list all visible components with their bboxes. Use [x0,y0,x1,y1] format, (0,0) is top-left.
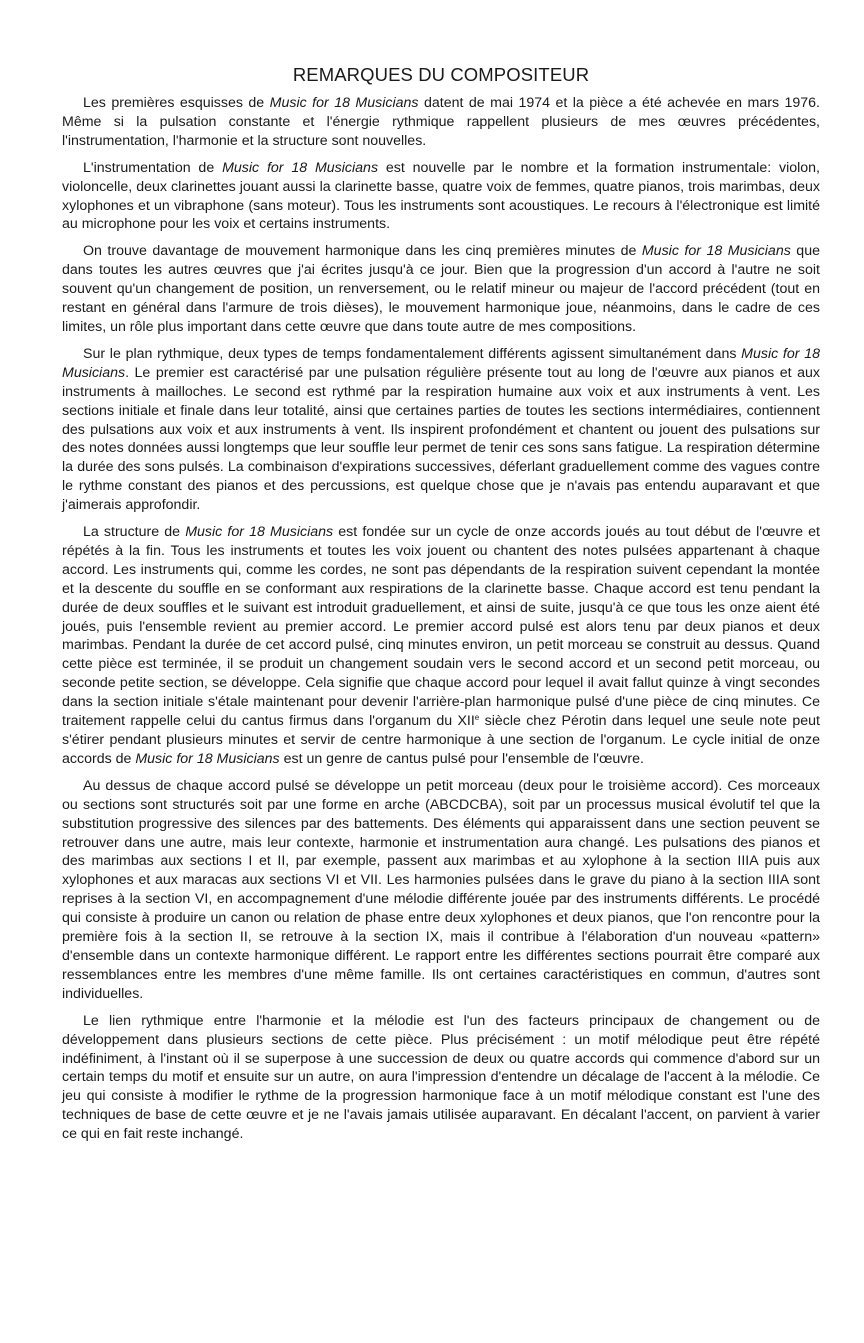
text-span: L'instrumentation de [83,159,223,176]
page-title: REMARQUES DU COMPOSITEUR [292,64,590,85]
paragraph-7: Le lien rythmique entre l'harmonie et la mélodie est l'un des facteurs principaux de changement ou de développement dans plusieurs sections de cette pièce. Plus précisément : un motif mélodique peut être répété indéfiniment, à l'instant où il se superpose à une succession de deux ou quatre accords qui commence d'abord sur un certain temps du motif et ensuite sur un autre, on aura l'impression d'entendre un décalage de l'accent à la mélodie. Ce jeu qui consiste à modifier le rythme de la progression harmonique face à un motif mélodique constant est l'une des techniques de base de cette œuvre et je ne l'avais jamais utilisée auparavant. En décalant l'accent, on parvient à varier ce qui en fait reste inchangé. [62,1012,820,1143]
paragraph-4 [62,345,820,515]
paragraph-3 [62,242,820,337]
paragraph-2 [62,159,820,235]
text-span: La structure de [83,524,186,541]
text-span: . Le premier est caractérisé par une pulsation régulière présente tout au long de l'œuvre aux pianos et aux instruments à mailloches. Le second est rythmé par la respiration humaine aux voix et aux instruments à vent. Les sections initiale et finale dans leur totalité, ainsi que certaines parties de toutes les sections intermédiaires, contiennent des pulsations aux voix et aux instruments à vent. Ils inspirent profondément et chantent ou jouent des pulsations sur des notes données aussi longtemps que leur souffle leur permet de tenir ces sons sans fatigue. La respiration détermine la durée des sons pulsés. La combinaison d'expirations successives, déferlant graduellement comme des vagues contre le rythme constant des pianos et des percussions, est quelque chose que je n'avais pas entendu auparavant et que j'aimerais approfondir. [62,364,820,514]
paragraph-1 [62,94,820,151]
text-span: On trouve davantage de mouvement harmonique dans les cinq premières minutes de [83,243,642,260]
work-title: Music for 18 Musicians [641,243,791,260]
text-span: Les premières esquisses de [83,95,270,111]
paragraph-5 [62,523,820,769]
text-span: que dans toutes les autres œuvres que j'ai écrites jusqu'à ce jour. Bien que la progression d'un accord à l'autre ne soit souvent qu'un changement de position, un renversement, ou le relatif mineur ou majeur de l'accord précédent (tout en restant en général dans l'armure de trois dièses), le mouvement harmonique joue, néanmoins, dans le cadre de ces limites, un rôle plus important dans cette œuvre que dans toute autre de mes compositions. [62,243,820,335]
text-span: est un genre de cantus pulsé pour l'ensemble de l'œuvre. [279,750,644,767]
work-title: Music for 18 Musicians [135,750,280,767]
text-span: siècle chez Pérotin dans lequel une seule note peut s'étirer pendant plusieurs minutes et servir de centre harmonique à une section de l'organum. Le cycle initial de onze accords de [62,713,820,767]
work-title: Music for 18 Musicians [222,159,379,176]
text-span: est nouvelle par le nombre et la formation instrumentale: violon, violoncelle, deux clarinettes jouant aussi la clarinette basse, quatre voix de femmes, quatre pianos, trois marimbas, deux xylophones et un vibraphone (sans moteur). Tous les instruments sont acoustiques. Le recours à l'électronique est limité au microphone pour les voix et certains instruments. [62,159,820,233]
text-span: Sur le plan rythmique, deux types de temps fondamentalement différents agissent simultanément dans [83,345,742,362]
text-span: est fondée sur un cycle de onze accords joués au tout début de l'œuvre et répétés à la fin. Tous les instruments et toutes les voix jouent ou chantent des notes pulsées appartenant à chaque accord. Les instruments qui, comme les cordes, ne sont pas dépendants de la respiration suivent cependant la montée et la descente du souffle en se conformant aux respirations de la clarinette basse. Chaque accord est tenu pendant la durée de deux souffles et le suivant est introduit graduellement, et ainsi de suite, jusqu'à ce que tous les onze aient été joués, puis l'ensemble revient au premier accord. Le premier accord pulsé est alors tenu par deux pianos et deux marimbas. Pendant la durée de cet accord pulsé, cinq minutes environ, un petit morceau se construit au dessus. Quand cette pièce est terminée, il se produit un changement soudain vers le second accord et un second petit morceau, ou seconde petite section, se développe. Cela signifie que chaque accord pour lequel il avait fallut quinze à vingt secondes dans la section initiale s'étale maintenant pour devenir l'arrière-plan harmonique pulsé d'une pièce de cinq minutes. Ce traitement rappelle celui du cantus firmus dans l'organum du XII [62,524,820,730]
text-span: datent de mai 1974 et la pièce a été achevée en mars 1976. Même si la pulsation constante et l'énergie rythmique rappellent plusieurs de mes œuvres précédentes, l'instrumentation, l'harmonie et la structure sont nouvelles. [62,95,820,149]
work-title: Music for 18 Musicians [62,345,820,381]
work-title: Music for 18 Musicians [269,95,419,111]
paragraph-6: Au dessus de chaque accord pulsé se développe un petit morceau (deux pour le troisième accord). Ces morceaux ou sections sont structurés soit par une forme en arche (ABCDCBA), soit par un processus musical évolutif tel que la substitution progressive des silences par des battements. Des éléments qui apparaissent dans une section peuvent se retrouver dans une autre, mais leur contexte, harmonie et instrumentation aura changé. Les pulsations des pianos et des marimbas aux sections I et II, par exemple, passent aux marimbas et au xylophone à la section IIIA puis aux xylophones et aux maracas aux sections VI et VII. Les harmonies pulsées dans le grave du piano à la section IIIA sont reprises à la section VI, en accompagnement d'une mélodie différente jouée par des instruments différents. Le procédé qui consiste à produire un canon ou relation de phase entre deux xylophones et deux pianos, que l'on rencontre pour la première fois à la section II, se retrouve à la section IX, mais il contribue à l'élaboration d'un nouveau «pattern» d'ensemble dans un contexte harmonique différent. Le rapport entre les différentes sections pourrait être comparé aux ressemblances entre les membres d'une même famille. Ils ont certaines caractéristiques en commun, d'autres sont individuelles. [62,777,820,1002]
century-superscript: e [474,713,480,723]
work-title: Music for 18 Musicians [185,524,334,541]
